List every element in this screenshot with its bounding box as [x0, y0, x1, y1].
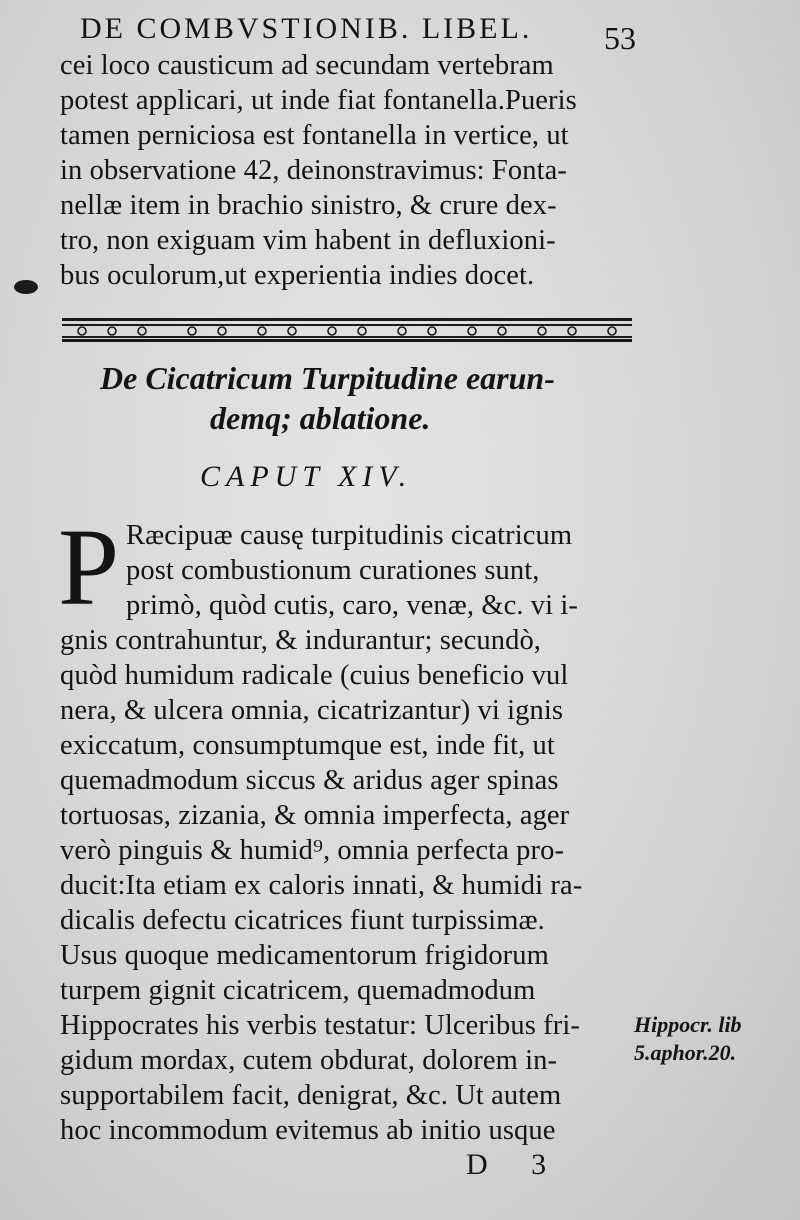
- text-line: bus oculorum,ut experientia indies docet.: [60, 260, 535, 291]
- text-line: hoc incommodum evitemus ab initio usque: [60, 1115, 556, 1146]
- text-line: nera, & ulcera omnia, cicatrizantur) vi ignis: [60, 695, 564, 726]
- text-line: dicalis defectu cicatrices fiunt turpissimæ.: [60, 905, 545, 936]
- chapter-title-cont: demq; ablatione.: [210, 400, 431, 436]
- text-line: potest applicari, ut inde fiat fontanella.Pueris: [60, 85, 577, 116]
- text-line: quemadmodum siccus & aridus ager spinas: [60, 765, 559, 796]
- text-line: primò, quòd cutis, caro, venæ, &c. vi i-: [126, 590, 578, 621]
- page-number: 53: [604, 20, 636, 56]
- margin-note-cont: 5.aphor.20.: [634, 1040, 737, 1065]
- text-line: supportabilem facit, denigrat, &c. Ut autem: [60, 1080, 562, 1111]
- text-line: gnis contrahuntur, & indurantur; secundò,: [60, 625, 542, 656]
- text-line: exiccatum, consumptumque est, inde fit, ut: [60, 730, 555, 761]
- text-line: tamen perniciosa est fontanella in vertice, ut: [60, 120, 569, 151]
- margin-note: Hippocr. lib: [634, 1012, 742, 1037]
- signature-mark: D 3: [466, 1148, 565, 1181]
- text-line: Usus quoque medicamentorum frigidorum: [60, 940, 549, 971]
- drop-cap: P: [58, 506, 120, 628]
- running-head: DE COMBVSTIONIB. LIBEL.: [80, 12, 533, 45]
- ornamental-rule: [62, 318, 632, 342]
- text-line: turpem gignit cicatricem, quemadmodum: [60, 975, 536, 1006]
- text-line: Hippocrates his verbis testatur: Ulceribus fri-: [60, 1010, 580, 1041]
- chapter-title: De Cicatricum Turpitudine earun-: [100, 360, 555, 396]
- ink-blot: [14, 280, 38, 294]
- text-line: cei loco causticum ad secundam vertebram: [60, 50, 554, 81]
- text-line: verò pinguis & humid⁹, omnia perfecta pro-: [60, 835, 565, 866]
- text-line: ducit:Ita etiam ex caloris innati, & humidi ra-: [60, 870, 583, 901]
- text-line: tro, non exiguam vim habent in defluxioni-: [60, 225, 556, 256]
- text-line: quòd humidum radicale (cuius beneficio vul: [60, 660, 569, 691]
- text-line: nellæ item in brachio sinistro, & crure dex-: [60, 190, 557, 221]
- text-line: tortuosas, zizania, & omnia imperfecta, ager: [60, 800, 570, 831]
- text-line: post combustionum curationes sunt,: [126, 555, 540, 586]
- chapter-number: CAPUT XIV.: [200, 460, 413, 493]
- text-line: gidum mordax, cutem obdurat, dolorem in-: [60, 1045, 558, 1076]
- text-line: Ræcipuæ causę turpitudinis cicatricum: [126, 520, 573, 551]
- text-line: in observatione 42, deinonstravimus: Fonta-: [60, 155, 567, 186]
